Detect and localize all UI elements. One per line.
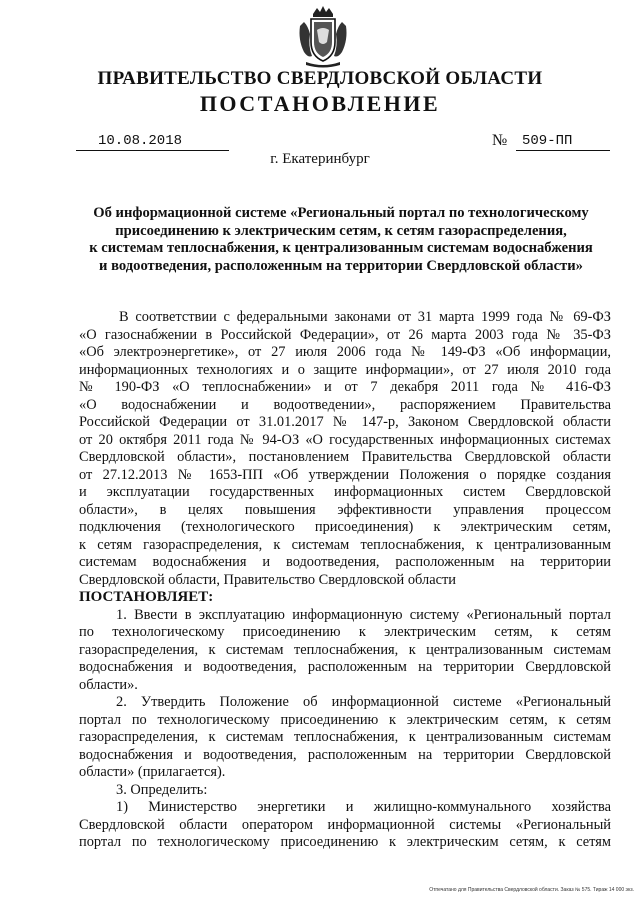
document-number: 509-ПП — [516, 133, 610, 151]
body-line: Российской Федерации от 31.01.2017 № 147-р, Законом Свердловской области — [79, 414, 611, 430]
body-line: области», в целях повышения эффективности управления процессом — [79, 501, 611, 518]
body-line: информационных технологиях и о защите информации», от 27 июля 2010 года — [79, 361, 611, 378]
body-line: 1. Ввести в эксплуатацию информационную систему «Региональный портал — [116, 606, 611, 623]
body-line: 3. Определить: — [116, 781, 208, 798]
body-line: водоснабжения и водоотведения, расположенным на территории Свердловской — [79, 746, 611, 763]
body-line: области». — [79, 676, 138, 693]
body-line: портал по технологическому присоединению к электрическим сетям, к сетям — [79, 711, 611, 728]
body-line: от 27.12.2013 № 1653-ПП «Об утверждении Положения о порядке создания — [79, 466, 611, 483]
body-line: В соответствии с федеральными законами от 31 марта 1999 года № 69-ФЗ — [119, 309, 611, 325]
document-type: ПОСТАНОВЛЕНИЕ — [199, 91, 441, 116]
subject-line: и водоотведения, расположенным на территории Свердловской области» — [99, 257, 583, 274]
number-label: № — [492, 132, 508, 149]
body-line: и эксплуатации государственных информационных систем Свердловской — [79, 484, 611, 500]
coat-of-arms-emblem — [296, 6, 350, 70]
body-line: к сетям газораспределения, к системам теплоснабжения, к централизованным — [79, 536, 611, 553]
city: г. Екатеринбург — [270, 151, 370, 167]
body-line: области» (прилагается). — [79, 764, 226, 780]
body-line: 1) Министерство энергетики и жилищно-коммунального хозяйства — [116, 799, 611, 815]
body-line: Свердловской области, Правительство Свердловской области — [79, 571, 456, 588]
body-line: № 190-ФЗ «О теплоснабжении» и от 7 декабря 2011 года № 416-ФЗ — [79, 379, 611, 395]
document-date: 10.08.2018 — [76, 133, 229, 151]
resolves-heading: ПОСТАНОВЛЯЕТ: — [79, 589, 214, 605]
print-footer: Отпечатано для Правительства Свердловской области. Заказ № 575. Тираж 14 000 экз. — [429, 887, 634, 893]
body-line: газораспределения, к системам теплоснабжения, к централизованным системам — [79, 641, 611, 658]
body-line: системам водоснабжения и водоотведения, расположенным на территории — [79, 554, 611, 570]
body-line: от 20 октября 2011 года № 94-ОЗ «О государственных информационных системах — [79, 431, 611, 448]
body-line: «Об электроэнергетике», от 27 июля 2006 года № 149-ФЗ «Об информации, — [79, 344, 611, 360]
body-line: водоснабжения и водоотведения, расположенным на территории Свердловской — [79, 659, 611, 675]
document-subject — [80, 205, 602, 275]
subject-line: Об информационной системе «Региональный портал по технологическому — [93, 205, 589, 221]
body-line: портал по технологическому присоединению к электрическим сетям, к сетям — [79, 834, 611, 850]
subject-line: к системам теплоснабжения, к централизованным системам водоснабжения — [89, 240, 593, 256]
body-line: подключения (технологического присоединения) к электрическим сетям, — [79, 519, 611, 535]
document-body — [79, 309, 611, 852]
body-line: Свердловской области оператором информационной системы «Региональный — [79, 816, 611, 833]
subject-line: присоединению к электрическим сетям, к сетям газораспределения, — [115, 222, 567, 239]
body-line: Свердловской области», постановлением Правительства Свердловской области — [79, 449, 611, 465]
body-line: «О водоснабжении и водоотведении», распоряжением Правительства — [79, 396, 611, 413]
body-line: 2. Утвердить Положение об информационной системе «Региональный — [116, 694, 611, 710]
government-title: ПРАВИТЕЛЬСТВО СВЕРДЛОВСКОЙ ОБЛАСТИ — [97, 68, 543, 89]
body-line: по технологическому присоединению к электрическим сетям, к сетям — [79, 624, 611, 640]
body-line: «О газоснабжении в Российской Федерации», от 26 марта 2003 года № 35-ФЗ — [79, 326, 611, 343]
body-line: газораспределения, к системам теплоснабжения, к централизованным системам — [79, 729, 611, 745]
